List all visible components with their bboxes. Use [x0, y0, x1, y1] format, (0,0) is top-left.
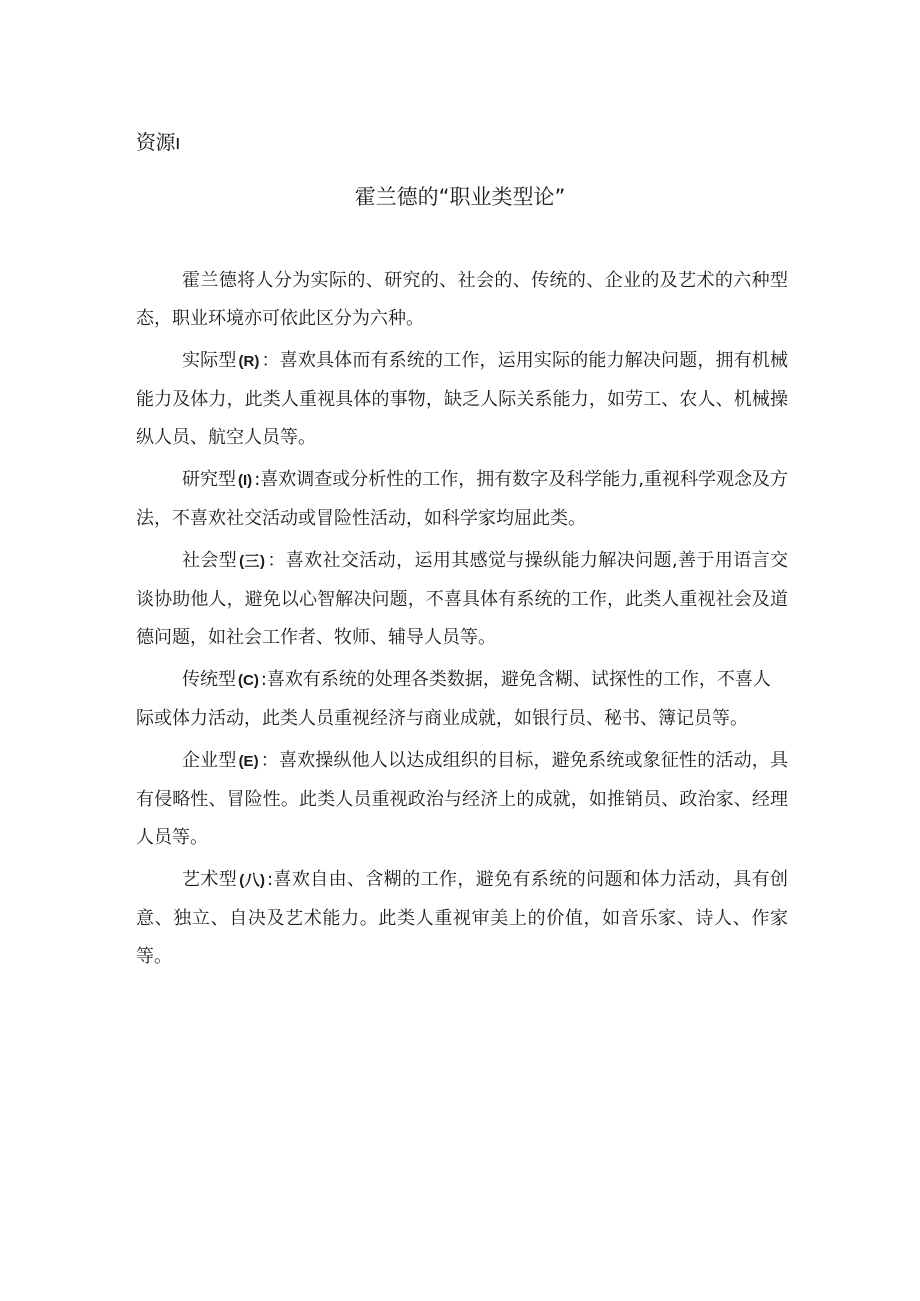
header-label: 资源ı — [136, 130, 181, 154]
type-name: 传统型 — [182, 669, 236, 690]
type-description: 喜欢自由、含糊的工作，避免有系统的问题和体力活动，具有创意、独立、自决及艺术能力。此类人重视审美上的价值，如音乐家、诗人、作家等。 — [136, 869, 789, 967]
document-title: 霍兰德的“职业类型论” — [354, 185, 566, 209]
type-separator: : — [266, 869, 274, 890]
type-paragraph-conventional — [136, 661, 788, 738]
type-name: 社会型 — [182, 550, 238, 571]
type-paragraph-investigative — [136, 461, 788, 538]
type-description: 喜欢社交活动，运用其感觉与操纵能力解决问题,善于用语言交谈协助他人，避免以心智解决问题，不喜具体有系统的工作，此类人重视社会及道德问题，如社会工作者、牧师、辅导人员等。 — [136, 550, 788, 648]
type-paragraph-artistic — [136, 861, 788, 976]
type-paragraph-social — [136, 542, 788, 657]
type-name: 研究型 — [182, 469, 237, 490]
document-body — [136, 262, 788, 980]
type-name: 艺术型 — [182, 869, 238, 890]
type-description: 喜欢操纵他人以达成组织的目标，避免系统或象征性的活动，具有侵略性、冒险性。此类人员重视政治与经济上的成就，如推销员、政治家、经理人员等。 — [136, 750, 788, 848]
type-code: (三) — [239, 553, 265, 570]
intro-paragraph: 霍兰德将人分为实际的、研究的、社会的、传统的、企业的及艺术的六种型态，职业环境亦可依此区分为六种。 — [136, 270, 788, 329]
type-separator: ： — [261, 350, 280, 371]
type-description: 喜欢调查或分析性的工作，拥有数字及科学能力,重视科学观念及方法，不喜欢社交活动或冒险性活动，如科学家均屈此类。 — [136, 469, 789, 529]
type-separator: ： — [260, 750, 279, 771]
type-description: 喜欢有系统的处理各类数据，避免含糊、试探性的工作，不喜人际或体力活动，此类人员重视经济与商业成就，如银行员、秘书、簿记员等。 — [136, 669, 771, 729]
type-code: (八) — [239, 872, 265, 889]
type-code: (C) — [238, 672, 259, 689]
type-name: 实际型 — [182, 350, 237, 371]
type-code: (I) — [238, 472, 253, 489]
type-paragraph-enterprising — [136, 742, 788, 857]
type-separator: ： — [266, 550, 286, 571]
type-description: 喜欢具体而有系统的工作，运用实际的能力解决问题，拥有机械能力及体力，此类人重视具体的事物，缺乏人际关系能力，如劳工、农人、机械操纵人员、航空人员等。 — [136, 350, 789, 448]
type-paragraph-realistic — [136, 342, 788, 457]
type-name: 企业型 — [182, 750, 237, 771]
type-separator: : — [254, 469, 261, 490]
type-code: (E) — [238, 753, 259, 770]
type-separator: : — [260, 669, 267, 690]
type-code: (R) — [238, 353, 260, 370]
